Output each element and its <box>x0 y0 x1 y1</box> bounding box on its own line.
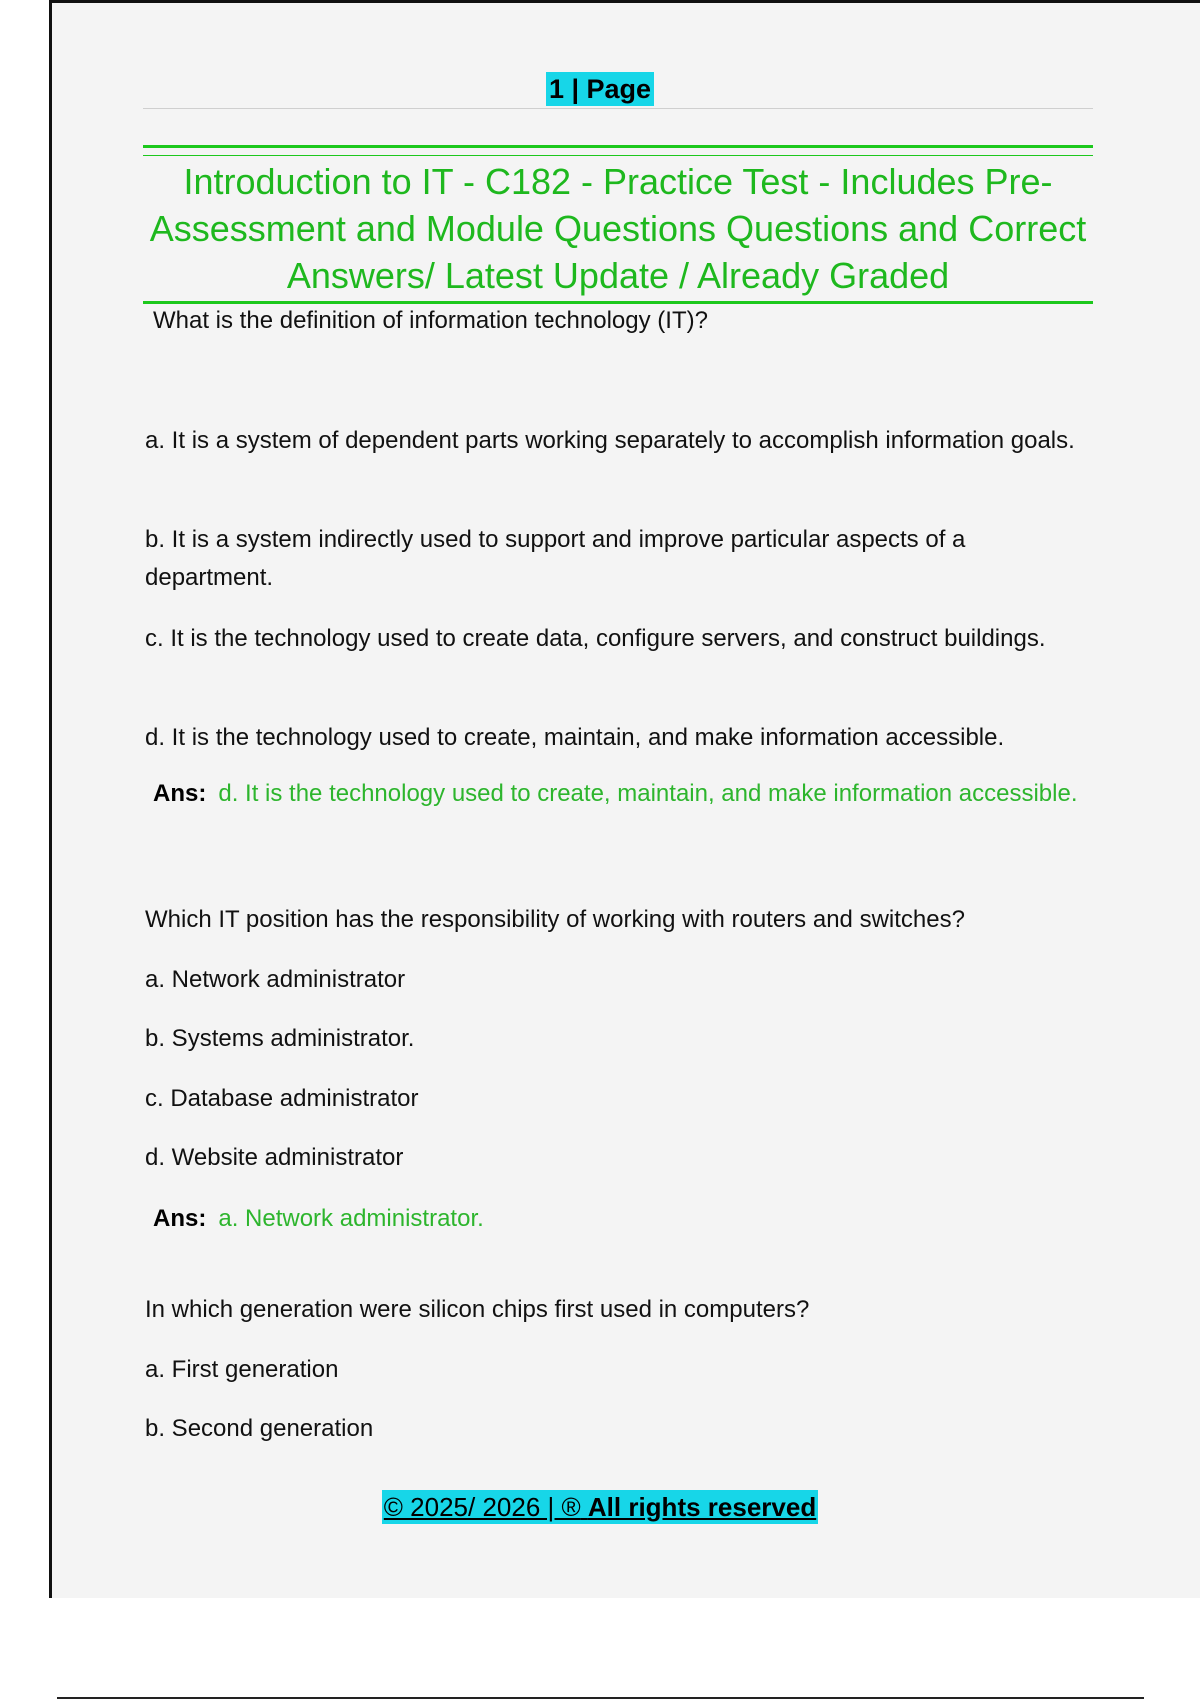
title-rule-top <box>143 145 1093 148</box>
bottom-divider <box>57 1697 1144 1699</box>
answer-label: Ans: <box>153 1205 207 1232</box>
copyright-years: © 2025/ 2026 | ® <box>383 1492 581 1522</box>
option-item: b. Systems administrator. <box>145 1025 415 1052</box>
page-header <box>0 72 1200 106</box>
option-item: d. Website administrator <box>145 1144 404 1171</box>
question-text: In which generation were silicon chips first used in computers? <box>145 1296 810 1323</box>
title-rule-top-thin <box>143 155 1093 156</box>
option-item: c. Database administrator <box>145 1085 419 1112</box>
answer-row <box>145 1200 1090 1238</box>
option-item: a. It is a system of dependent parts working separately to accomplish information goals. <box>145 427 1075 454</box>
answer-row <box>145 777 1090 810</box>
question-text: What is the definition of information technology (IT)? <box>153 307 708 334</box>
answer-label: Ans: <box>153 780 207 807</box>
question-text: Which IT position has the responsibility of working with routers and switches? <box>145 906 965 933</box>
answer-text: a. Network administrator. <box>218 1205 484 1232</box>
header-divider <box>143 108 1093 109</box>
answer-text: d. It is the technology used to create, maintain, and make information accessible. <box>218 780 1078 807</box>
copyright-rights: All rights reserved <box>587 1492 817 1522</box>
copyright-notice <box>382 1490 818 1524</box>
document-title: Introduction to IT - C182 - Practice Test - Includes Pre-Assessment and Module Questions Questions and Correct Answers/ Latest Update / Already Graded <box>149 161 1087 296</box>
option-item: a. First generation <box>145 1356 339 1383</box>
option-item: b. It is a system indirectly used to support and improve particular aspects of a department. <box>145 526 966 591</box>
option-item: c. It is the technology used to create data, configure servers, and construct buildings. <box>145 625 1046 652</box>
option-item: d. It is the technology used to create, maintain, and make information accessible. <box>145 724 1005 751</box>
option-item: a. Network administrator <box>145 966 406 993</box>
option-item: b. Second generation <box>145 1415 374 1442</box>
page-footer <box>0 1490 1200 1524</box>
page-number: 1 | Page <box>546 72 654 106</box>
